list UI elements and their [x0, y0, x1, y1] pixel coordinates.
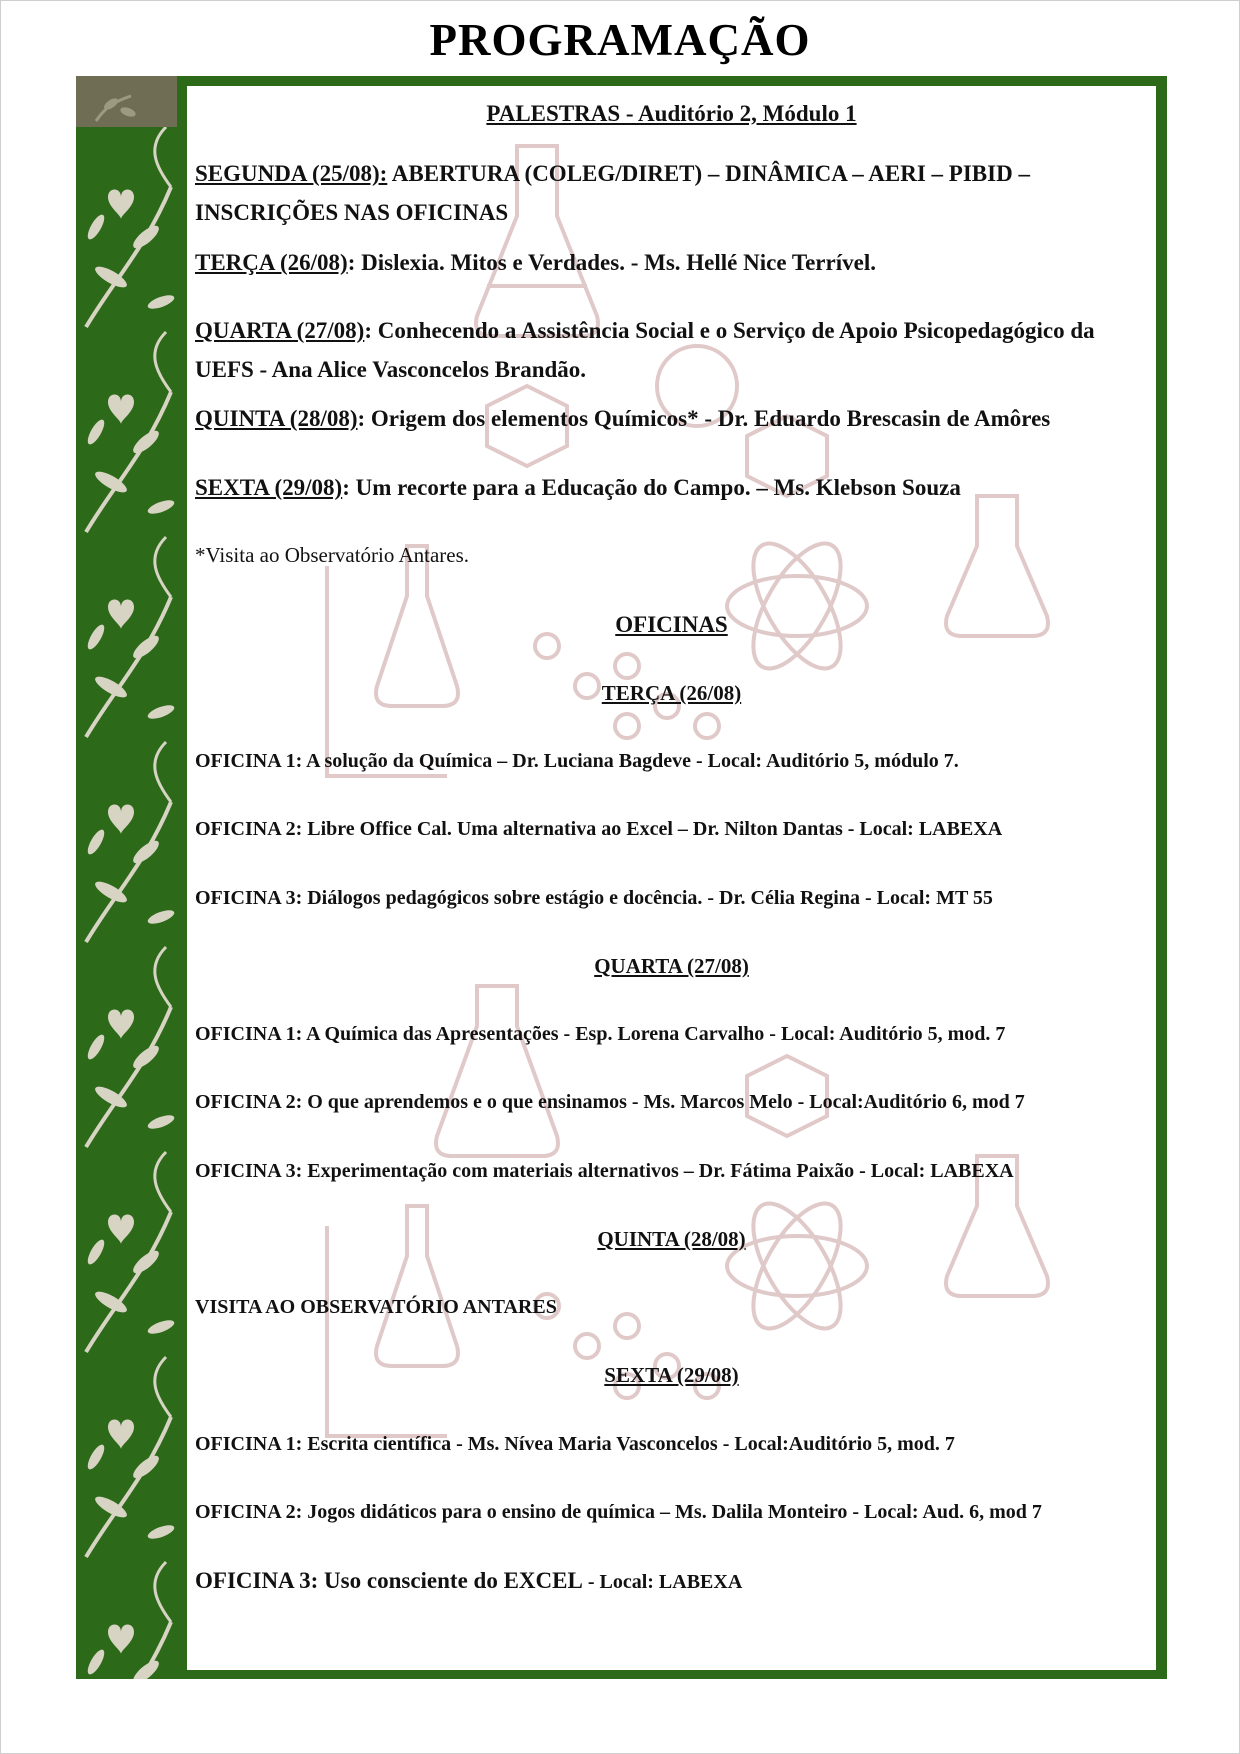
oficinas-heading: OFICINAS — [615, 612, 728, 637]
oficina-sexta-2: OFICINA 2: Jogos didáticos para o ensino de química – Ms. Dalila Monteiro - Local: Aud. 6, mod 7 — [195, 1501, 1042, 1523]
palestra-quarta: QUARTA (27/08): Conhecendo a Assistência Social e o Serviço de Apoio Psicopedagógico da UEFS - Ana Alice Vasconcelos Brandão. — [195, 318, 1095, 382]
visita-observatorio: VISITA AO OBSERVATÓRIO ANTARES — [195, 1296, 557, 1318]
oficinas-day-terca: TERÇA (26/08) — [601, 681, 742, 705]
oficina-terca-2: OFICINA 2: Libre Office Cal. Uma alternativa ao Excel – Dr. Nilton Dantas - Local: LABEXA — [195, 818, 1003, 840]
oficina-quarta-1: OFICINA 1: A Química das Apresentações - Esp. Lorena Carvalho - Local: Auditório 5, mod. 7 — [195, 1023, 1006, 1045]
oficina-terca-3: OFICINA 3: Diálogos pedagógicos sobre estágio e docência. - Dr. Célia Regina - Local: MT 55 — [195, 887, 993, 909]
page-title: PROGRAMAÇÃO — [429, 15, 811, 65]
program-panel — [187, 86, 1156, 1670]
vine-strip-header — [76, 76, 177, 127]
palestra-terca: TERÇA (26/08): Dislexia. Mitos e Verdades. - Ms. Hellé Nice Terrível. — [195, 250, 876, 275]
oficina-sexta-1: OFICINA 1: Escrita científica - Ms. Nívea Maria Vasconcelos - Local:Auditório 5, mod. 7 — [195, 1433, 955, 1455]
oficina-sexta-3: OFICINA 3: Uso consciente do EXCEL - Local: LABEXA — [195, 1568, 743, 1593]
palestras-note: *Visita ao Observatório Antares. — [195, 543, 470, 567]
palestras-heading: PALESTRAS - Auditório 2, Módulo 1 — [486, 101, 857, 126]
oficina-terca-1: OFICINA 1: A solução da Química – Dr. Luciana Bagdeve - Local: Auditório 5, módulo 7. — [195, 750, 959, 772]
vine-decoration — [76, 127, 177, 1679]
oficina-quarta-3: OFICINA 3: Experimentação com materiais alternativos – Dr. Fátima Paixão - Local: LABEXA — [195, 1160, 1014, 1182]
oficinas-day-quinta: QUINTA (28/08) — [597, 1227, 746, 1251]
oficina-quarta-2: OFICINA 2: O que aprendemos e o que ensinamos - Ms. Marcos Melo - Local:Auditório 6, mod 7 — [195, 1091, 1025, 1113]
oficinas-day-sexta: SEXTA (29/08) — [604, 1363, 739, 1387]
palestra-segunda: SEGUNDA (25/08): ABERTURA (COLEG/DIRET) – DINÂMICA – AERI – PIBID – INSCRIÇÕES NAS OFICINAS — [195, 161, 1030, 225]
palestra-quinta: QUINTA (28/08): Origem dos elementos Químicos* - Dr. Eduardo Brescasin de Amôres — [195, 406, 1051, 431]
vine-sprig-icon — [76, 76, 177, 127]
palestra-sexta: SEXTA (29/08): Um recorte para a Educação do Campo. – Ms. Klebson Souza — [195, 475, 961, 500]
oficinas-day-quarta: QUARTA (27/08) — [594, 954, 749, 978]
